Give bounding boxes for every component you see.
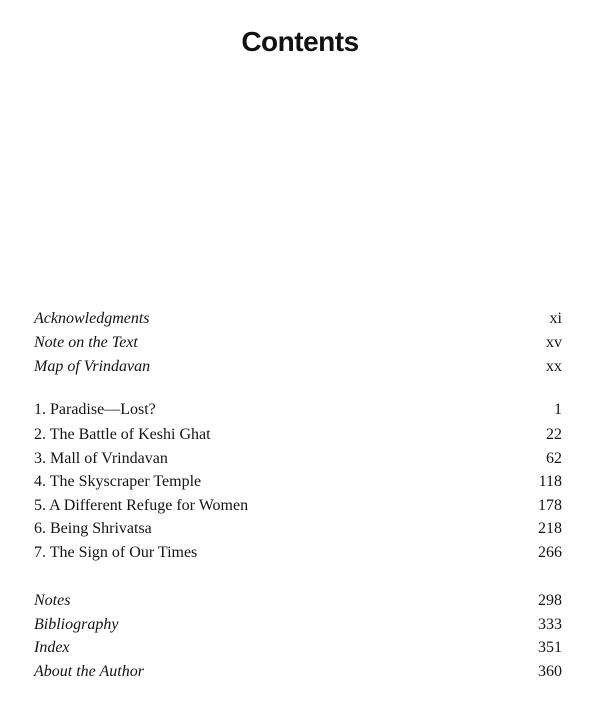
toc-entry-chapter-5	[0, 494, 600, 518]
toc-entry-about-author	[0, 660, 600, 684]
toc-entry-page: xx	[546, 358, 562, 375]
toc-entry-page: 22	[546, 426, 562, 443]
toc-entry-chapter-1	[0, 398, 600, 422]
toc-entry-page: 360	[538, 663, 562, 680]
toc-entry-page: 62	[546, 450, 562, 467]
page-title: Contents	[241, 26, 359, 57]
toc-entry-label: Acknowledgments	[34, 310, 150, 327]
toc-entry-page: 1	[554, 401, 562, 418]
toc-entry-chapter-2	[0, 423, 600, 447]
toc-entry-chapter-6	[0, 517, 600, 541]
toc-entry-page: xv	[546, 334, 562, 351]
toc-entry-label: Index	[34, 639, 70, 656]
toc-entry-page: 118	[538, 473, 562, 490]
toc-entry-chapter-3	[0, 447, 600, 471]
toc-entry-label: Notes	[34, 592, 71, 609]
toc-entry-label: Note on the Text	[34, 334, 138, 351]
toc-entry-page: 333	[538, 616, 562, 633]
toc-entry-chapter-7	[0, 541, 600, 565]
toc-entry-label: 3. Mall of Vrindavan	[34, 450, 168, 467]
toc-entry-chapter-4	[0, 470, 600, 494]
toc-entry-label: 6. Being Shrivatsa	[34, 520, 152, 537]
toc-entry-bibliography	[0, 613, 600, 637]
toc-entry-acknowledgments	[0, 307, 600, 331]
toc-entry-page: 266	[538, 544, 562, 561]
toc-entry-label: Bibliography	[34, 616, 119, 633]
toc-entry-label: Map of Vrindavan	[34, 358, 151, 375]
toc-entry-label: 5. A Different Refuge for Women	[34, 497, 249, 514]
toc-entry-label: 2. The Battle of Keshi Ghat	[34, 426, 211, 443]
toc-entry-page: 218	[538, 520, 562, 537]
toc-entry-page: 298	[538, 592, 562, 609]
toc-entry-label: 7. The Sign of Our Times	[34, 544, 198, 561]
toc-entry-page: 351	[538, 639, 562, 656]
toc-entry-index	[0, 636, 600, 660]
toc-entry-note-on-text	[0, 331, 600, 355]
toc-entry-page: xi	[549, 310, 562, 327]
toc-entry-label: 4. The Skyscraper Temple	[34, 473, 202, 490]
toc-entry-page: 178	[538, 497, 562, 514]
toc-entry-label: About the Author	[34, 663, 144, 680]
toc-entry-map	[0, 355, 600, 379]
toc-entry-label: 1. Paradise—Lost?	[34, 401, 156, 418]
toc-entry-notes	[0, 589, 600, 613]
